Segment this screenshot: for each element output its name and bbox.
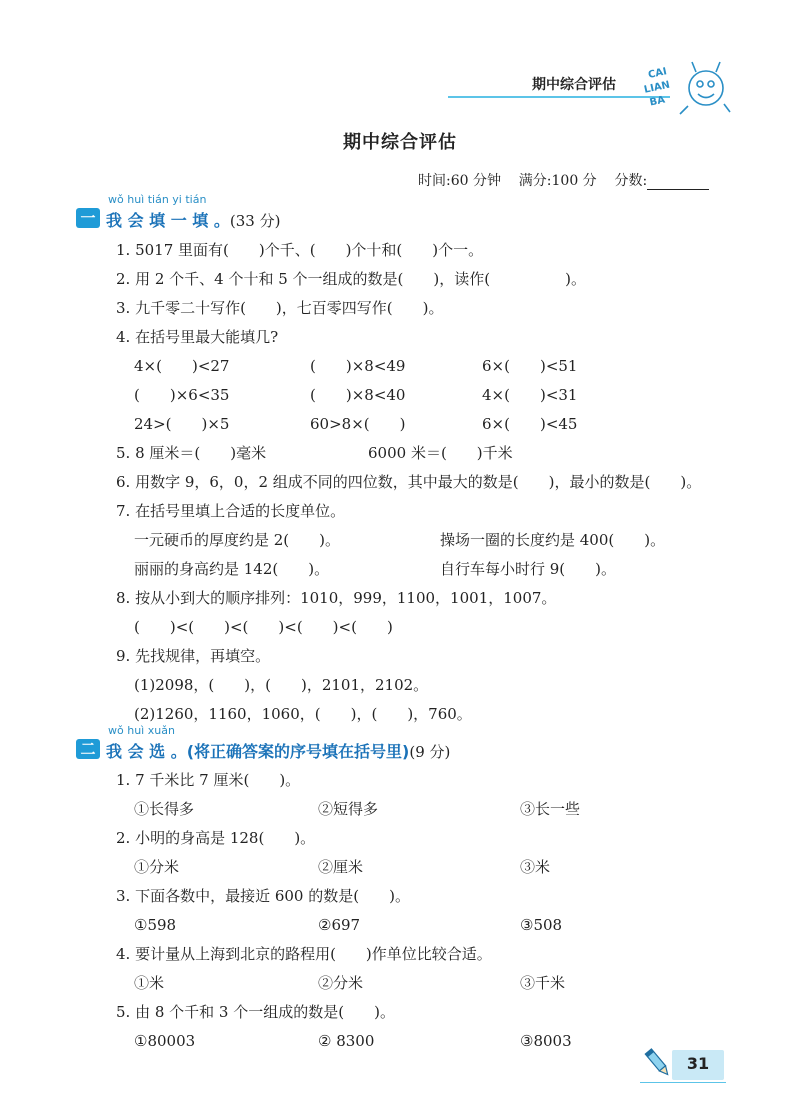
q1-3: 3. 九千零二十写作( )，七百零四写作( )。 [116,299,444,317]
q2-4-opt2: ②分米 [318,974,364,992]
q1-7-c: 丽丽的身高约是 142( )。 [134,560,330,578]
q1-2: 2. 用 2 个千、4 个十和 5 个一组成的数是( )，读作( )。 [116,270,586,288]
q1-8: 8. 按从小到大的顺序排列：1010，999，1100，1001，1007。 [116,589,557,607]
q1-4-c: 6×( )<51 [482,357,578,375]
section1-score: (33 分) [229,212,281,230]
q1-6: 6. 用数字 9，6，0，2 组成不同的四位数，其中最大的数是( )，最小的数是( )。 [116,473,702,491]
q1-5-b: 6000 米＝( )千米 [368,444,513,462]
q1-4-f: 4×( )<31 [482,386,578,404]
q1-7: 7. 在括号里填上合适的长度单位。 [116,502,346,520]
q1-4-i: 6×( )<45 [482,415,578,433]
section2-pinyin: wǒ huì xuǎn [108,724,175,737]
q2-2-opt2: ②厘米 [318,858,364,876]
q1-7-b: 操场一圈的长度约是 400( )。 [440,531,666,549]
q1-4-d: ( )×6<35 [134,386,230,404]
q1-9-1: (1)2098，( )，( )，2101，2102。 [134,676,429,694]
q1-4-a: 4×( )<27 [134,357,230,375]
section2-title-text: 我 会 选 。(将正确答案的序号填在括号里) [106,742,410,761]
section2-score: (9 分) [409,743,451,761]
q1-1: 1. 5017 里面有( )个千、( )个十和( )个一。 [116,241,484,259]
q2-4: 4. 要计量从上海到北京的路程用( )作单位比较合适。 [116,945,492,963]
q2-3: 3. 下面各数中，最接近 600 的数是( )。 [116,887,410,905]
q1-7-d: 自行车每小时行 9( )。 [440,560,617,578]
q1-4-g: 24>( )×5 [134,415,230,433]
q2-3-opt3: ③508 [520,916,563,934]
full-score: 满分:100 分 [518,173,597,189]
mascot-text-ba: BA [648,94,667,109]
q2-1: 1. 7 千米比 7 厘米( )。 [116,771,301,789]
section1-badge: 一 [76,208,100,228]
q2-1-opt3: ③长一些 [520,800,581,818]
q2-5-opt2: ② 8300 [318,1032,375,1050]
score-label: 分数: [614,173,648,189]
mascot-text-cai: CAI [647,66,668,81]
q1-9-2: (2)1260，1160，1060，( )，( )，760。 [134,705,472,723]
section2-title [106,739,450,762]
header-title: 期中综合评估 [532,77,616,93]
q1-4-e: ( )×8<40 [310,386,406,404]
q1-9: 9. 先找规律，再填空。 [116,647,271,665]
q2-4-opt3: ③千米 [520,974,566,992]
mascot-icon [618,48,738,128]
q1-4-b: ( )×8<49 [310,357,406,375]
exam-info [418,170,709,190]
score-blank[interactable] [647,175,709,190]
q2-5: 5. 由 8 个千和 3 个一组成的数是( )。 [116,1003,395,1021]
pencil-icon [642,1046,674,1080]
q2-5-opt3: ③8003 [520,1032,572,1050]
section1-pinyin: wǒ huì tián yi tián [108,193,207,206]
q2-2-opt3: ③米 [520,858,551,876]
q2-5-opt1: ①80003 [134,1032,196,1050]
section2-badge: 二 [76,739,100,759]
q1-4-h: 60>8×( ) [310,415,406,433]
q2-3-opt2: ②697 [318,916,361,934]
q1-8-blanks: ( )<( )<( )<( )<( ) [134,618,393,636]
q2-1-opt1: ①长得多 [134,800,195,818]
q2-2: 2. 小明的身高是 128( )。 [116,829,316,847]
q2-2-opt1: ①分米 [134,858,180,876]
section1-title [106,208,280,231]
q1-4: 4. 在括号里最大能填几? [116,328,279,346]
q1-7-a: 一元硬币的厚度约是 2( )。 [134,531,341,549]
footer-divider [640,1082,726,1083]
q2-3-opt1: ①598 [134,916,177,934]
mascot-text-lian: LIAN [643,79,671,96]
q2-1-opt2: ②短得多 [318,800,379,818]
time-limit: 时间:60 分钟 [418,173,501,189]
q1-5-a: 5. 8 厘米＝( )毫米 [116,444,267,462]
q2-4-opt1: ①米 [134,974,165,992]
page-title: 期中综合评估 [343,132,457,153]
page-number: 31 [686,1054,710,1073]
section1-title-text: 我 会 填 一 填 。 [106,211,230,230]
